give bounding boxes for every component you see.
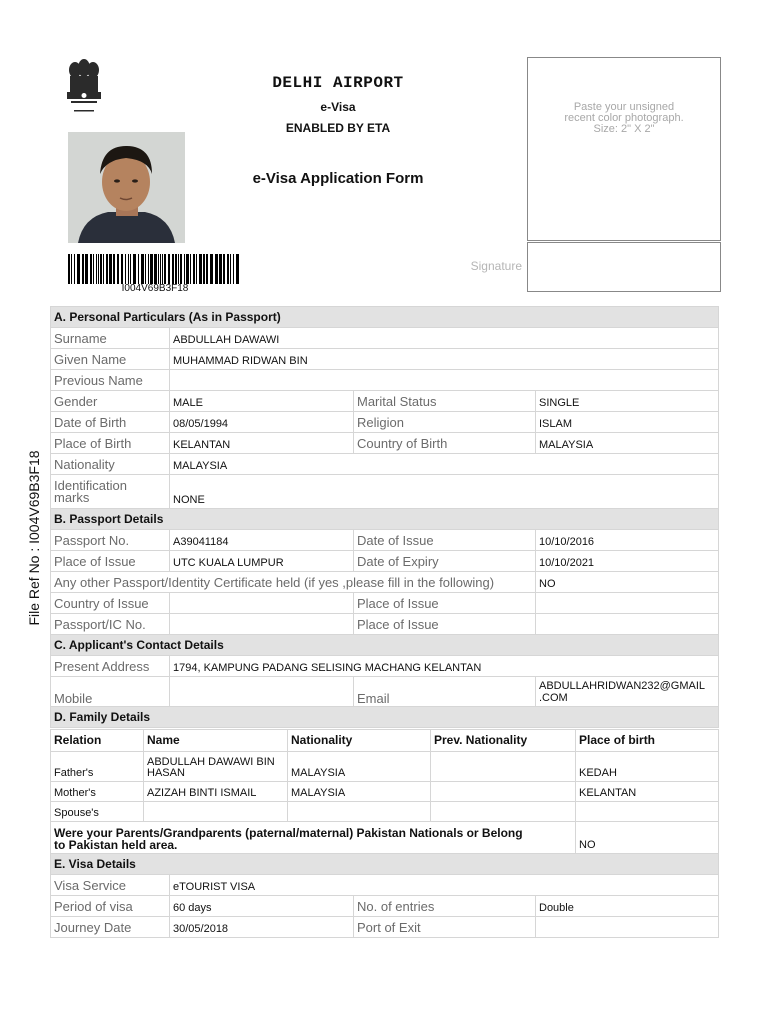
barcode-bar	[150, 254, 153, 284]
country-of-issue-label: Country of Issue	[51, 593, 170, 614]
barcode-bar	[223, 254, 225, 284]
passport-ic-no-label: Passport/IC No.	[51, 614, 170, 635]
other-place-of-issue-value	[536, 593, 719, 614]
barcode-bar	[96, 254, 97, 284]
name-line: HASAN	[147, 767, 185, 779]
family-header-name: Name	[144, 730, 288, 752]
marital-status-value: SINGLE	[536, 391, 719, 412]
mobile-value	[170, 677, 354, 707]
passport-no-label: Passport No.	[51, 530, 170, 551]
barcode-bar	[233, 254, 234, 284]
side-file-ref: File Ref No : I004V69B3F18	[26, 450, 42, 626]
religion-label: Religion	[354, 412, 536, 433]
barcode-bar	[210, 254, 213, 284]
dob-label: Date of Birth	[51, 412, 170, 433]
place-of-birth-cell: KELANTAN	[576, 782, 719, 802]
passport-ic-no-value	[170, 614, 354, 635]
barcode-bar	[138, 254, 139, 284]
email-value	[536, 677, 719, 707]
place-of-issue-label: Place of Issue	[51, 551, 170, 572]
visa-service-value: eTOURIST VISA	[170, 875, 719, 896]
identification-marks-value: NONE	[170, 475, 719, 509]
date-of-issue-label: Date of Issue	[354, 530, 536, 551]
date-of-expiry-value: 10/10/2021	[536, 551, 719, 572]
no-of-entries-value: Double	[536, 896, 719, 917]
country-of-birth-value: MALAYSIA	[536, 433, 719, 454]
visa-type: e-Visa	[320, 100, 356, 114]
barcode-bar	[190, 254, 191, 284]
place-of-birth-cell: KEDAH	[576, 752, 719, 782]
barcode-bar	[186, 254, 189, 284]
barcode-bar	[199, 254, 202, 284]
barcode	[68, 254, 242, 284]
barcode-bar	[85, 254, 88, 284]
barcode-bar	[93, 254, 94, 284]
prev-nationality-cell	[431, 782, 576, 802]
airport-title: DELHI AIRPORT	[272, 74, 404, 92]
section-contact: C. Applicant's Contact Details	[51, 635, 719, 656]
barcode-bar	[125, 254, 126, 284]
family-visa-table	[50, 729, 719, 875]
place-of-birth-cell	[576, 802, 719, 822]
barcode-bar	[164, 254, 166, 284]
place-of-issue-value: UTC KUALA LUMPUR	[170, 551, 354, 572]
barcode-bar	[100, 254, 102, 284]
email-line: .COM	[539, 692, 568, 704]
barcode-bar	[106, 254, 108, 284]
nationality-value: MALAYSIA	[170, 454, 719, 475]
given-name-label: Given Name	[51, 349, 170, 370]
barcode-bar	[175, 254, 177, 284]
application-form-table	[50, 306, 719, 728]
barcode-bar	[230, 254, 231, 284]
barcode-bar	[82, 254, 84, 284]
barcode-bar	[71, 254, 72, 284]
other-passport-label: Any other Passport/Identity Certificate held (if yes ,please fill in the following)	[51, 572, 536, 593]
form-title: e-Visa Application Form	[252, 170, 424, 187]
barcode-bar	[154, 254, 157, 284]
country-of-birth-label: Country of Birth	[354, 433, 536, 454]
date-of-issue-value: 10/10/2016	[536, 530, 719, 551]
barcode-bar	[215, 254, 218, 284]
barcode-bar	[98, 254, 99, 284]
id-marks-label-line: Identification	[54, 477, 127, 493]
question-line: to Pakistan held area.	[54, 838, 178, 852]
family-name-cell	[144, 802, 288, 822]
date-of-expiry-label: Date of Expiry	[354, 551, 536, 572]
ic-place-of-issue-label: Place of Issue	[354, 614, 536, 635]
table-row	[51, 752, 719, 782]
section-visa: E. Visa Details	[51, 854, 719, 875]
prev-nationality-cell	[431, 752, 576, 782]
nationality-cell: MALAYSIA	[288, 782, 431, 802]
photo-paste-box	[527, 57, 721, 241]
relation-cell: Father's	[51, 752, 144, 782]
place-of-birth-value: KELANTAN	[170, 433, 354, 454]
barcode-bar	[180, 254, 182, 284]
journey-date-value: 30/05/2018	[170, 917, 354, 938]
applicant-photo	[68, 132, 185, 243]
name-line: ABDULLAH DAWAWI BIN	[147, 756, 275, 768]
place-of-birth-label: Place of Birth	[51, 433, 170, 454]
barcode-bar	[145, 254, 146, 284]
barcode-bar	[133, 254, 136, 284]
other-passport-value: NO	[536, 572, 719, 593]
barcode-bar	[128, 254, 129, 284]
barcode-bar	[193, 254, 195, 284]
photo-size-line: Size: 2" X 2"	[593, 123, 655, 135]
barcode-bar	[68, 254, 70, 284]
id-marks-label-line: marks	[54, 489, 90, 505]
barcode-bar	[227, 254, 229, 284]
table-row	[51, 802, 719, 822]
barcode-bar	[103, 254, 104, 284]
barcode-bar	[141, 254, 144, 284]
period-of-visa-value: 60 days	[170, 896, 354, 917]
barcode-bar	[160, 254, 161, 284]
barcode-bar	[148, 254, 149, 284]
family-header-nationality: Nationality	[288, 730, 431, 752]
pakistan-question	[51, 822, 576, 854]
barcode-bar	[158, 254, 159, 284]
barcode-bar	[196, 254, 197, 284]
journey-date-label: Journey Date	[51, 917, 170, 938]
present-address-value: 1794, KAMPUNG PADANG SELISING MACHANG KELANTAN	[170, 656, 719, 677]
surname-label: Surname	[51, 328, 170, 349]
period-of-visa-label: Period of visa	[51, 896, 170, 917]
barcode-bar	[130, 254, 131, 284]
family-header-place-of-birth: Place of birth	[576, 730, 719, 752]
barcode-bar	[178, 254, 179, 284]
section-family: D. Family Details	[51, 707, 719, 728]
prev-nationality-cell	[431, 802, 576, 822]
previous-name-label: Previous Name	[51, 370, 170, 391]
visa-service-label: Visa Service	[51, 875, 170, 896]
nationality-cell	[288, 802, 431, 822]
gender-label: Gender	[51, 391, 170, 412]
relation-cell: Mother's	[51, 782, 144, 802]
signature-box	[527, 242, 721, 292]
barcode-bar	[121, 254, 123, 284]
barcode-bar	[77, 254, 80, 284]
barcode-bar	[109, 254, 112, 284]
question-line: Were your Parents/Grandparents (paternal/maternal) Pakistan Nationals or Belong	[54, 826, 523, 840]
no-of-entries-label: No. of entries	[354, 896, 536, 917]
national-emblem-icon	[62, 58, 106, 120]
barcode-bar	[206, 254, 208, 284]
barcode-bar	[184, 254, 185, 284]
barcode-bar	[117, 254, 119, 284]
barcode-bar	[113, 254, 115, 284]
barcode-bar	[90, 254, 92, 284]
passport-no-value: A39041184	[170, 530, 354, 551]
nationality-label: Nationality	[51, 454, 170, 475]
barcode-bar	[219, 254, 222, 284]
file-ref-number: I004V69B3F18	[121, 283, 189, 294]
barcode-bar	[162, 254, 163, 284]
table-row	[51, 782, 719, 802]
marital-status-label: Marital Status	[354, 391, 536, 412]
photo-instruction-line: Paste your unsigned	[573, 101, 675, 113]
section-passport: B. Passport Details	[51, 509, 719, 530]
family-header-relation: Relation	[51, 730, 144, 752]
email-label: Email	[354, 677, 536, 707]
previous-name-value	[170, 370, 719, 391]
ic-place-of-issue-value	[536, 614, 719, 635]
pakistan-answer: NO	[576, 822, 719, 854]
section-personal: A. Personal Particulars (As in Passport)	[51, 307, 719, 328]
country-of-issue-value	[170, 593, 354, 614]
barcode-bar	[236, 254, 239, 284]
given-name-value: MUHAMMAD RIDWAN BIN	[170, 349, 719, 370]
family-name-cell	[144, 752, 288, 782]
barcode-bar	[172, 254, 174, 284]
identification-marks-label	[51, 475, 170, 509]
port-of-exit-value	[536, 917, 719, 938]
port-of-exit-label: Port of Exit	[354, 917, 536, 938]
dob-value: 08/05/1994	[170, 412, 354, 433]
photo-instruction-line: recent color photograph.	[564, 112, 684, 124]
other-place-of-issue-label: Place of Issue	[354, 593, 536, 614]
barcode-bar	[203, 254, 205, 284]
email-line: ABDULLAHRIDWAN232@GMAIL	[539, 680, 706, 692]
gender-value: MALE	[170, 391, 354, 412]
surname-value: ABDULLAH DAWAWI	[170, 328, 719, 349]
religion-value: ISLAM	[536, 412, 719, 433]
barcode-bar	[74, 254, 75, 284]
relation-cell: Spouse's	[51, 802, 144, 822]
barcode-bar	[168, 254, 170, 284]
family-header-prev-nationality: Prev. Nationality	[431, 730, 576, 752]
mobile-label: Mobile	[51, 677, 170, 707]
visa-details-table	[50, 874, 719, 938]
present-address-label: Present Address	[51, 656, 170, 677]
family-name-cell: AZIZAH BINTI ISMAIL	[144, 782, 288, 802]
nationality-cell: MALAYSIA	[288, 752, 431, 782]
eta-label: ENABLED BY ETA	[285, 121, 391, 135]
signature-label: Signature	[470, 259, 522, 273]
